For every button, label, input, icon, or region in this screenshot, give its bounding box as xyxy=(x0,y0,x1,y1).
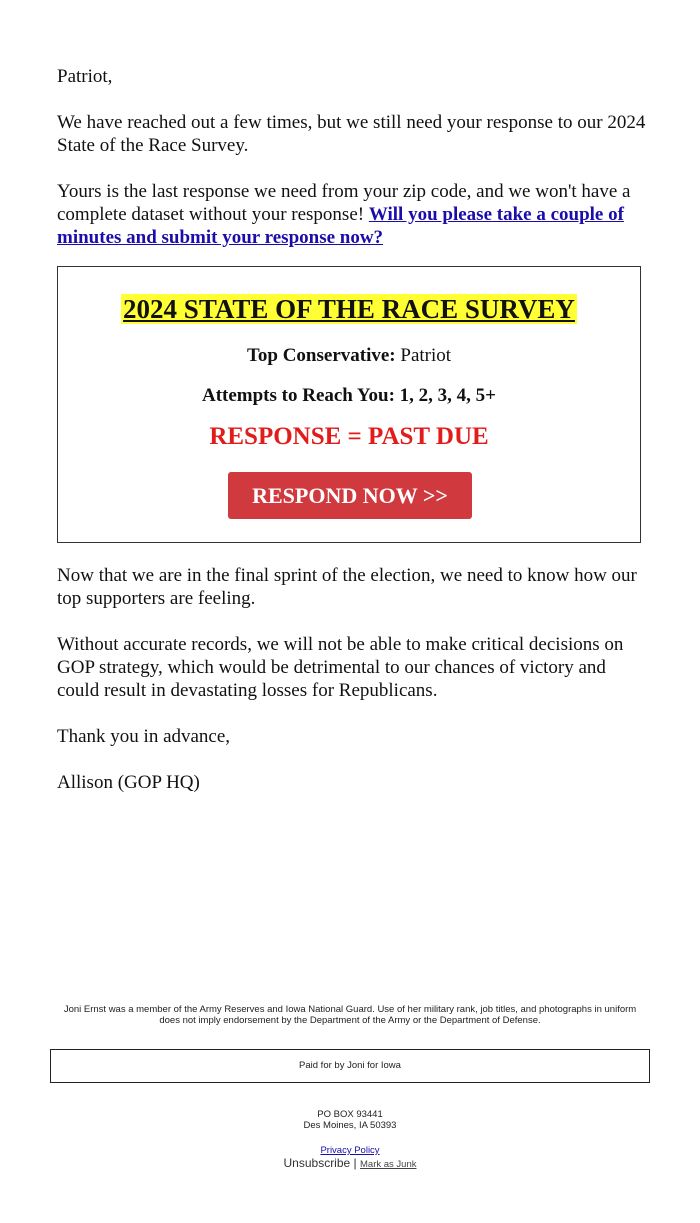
request-text: Yours is the last response we need from your zip code, and we won't have a complete dataset without your response! xyxy=(57,181,631,225)
unsubscribe-link[interactable]: Unsubscribe xyxy=(283,1156,351,1170)
intro-paragraph: We have reached out a few times, but we still need your response to our 2024 State of the Race Survey. xyxy=(57,112,646,156)
respond-now-button[interactable]: RESPOND NOW >> xyxy=(228,472,472,519)
response-status: RESPONSE = PAST DUE xyxy=(209,423,489,450)
address-line-1: PO BOX 93441 xyxy=(317,1109,383,1120)
unsubscribe-row xyxy=(0,1156,700,1172)
records-paragraph: Without accurate records, we will not be able to make critical decisions on GOP strategy, which would be detrimental to our chances of victory and could result in devastating losses for Republicans. xyxy=(57,634,624,701)
survey-card xyxy=(57,266,641,543)
closing-line: Thank you in advance, xyxy=(57,726,231,747)
paid-for-box: Paid for by Joni for Iowa xyxy=(50,1049,650,1083)
survey-title xyxy=(58,292,640,326)
survey-title-text: 2024 STATE OF THE RACE SURVEY xyxy=(123,294,575,324)
top-conservative-label: Top Conservative: xyxy=(246,345,396,366)
attempts-line: Attempts to Reach You: 1, 2, 3, 4, 5+ xyxy=(201,385,497,406)
military-disclaimer: Joni Ernst was a member of the Army Reserves and Iowa National Guard. Use of her military rank, job titles, and photographs in uniform does not imply endorsement by the Department of the Army or the Department of Defense. xyxy=(63,1004,637,1026)
privacy-row xyxy=(0,1145,700,1156)
mark-as-junk-link[interactable]: Mark as Junk xyxy=(360,1159,417,1170)
submit-response-link[interactable]: Will you please take a couple of minutes and submit your response now? xyxy=(57,204,624,248)
privacy-policy-link[interactable]: Privacy Policy xyxy=(320,1145,380,1156)
link-separator: | xyxy=(350,1156,360,1170)
request-paragraph xyxy=(57,180,647,249)
address-line-2: Des Moines, IA 50393 xyxy=(303,1119,397,1131)
top-conservative-value: Patriot xyxy=(395,345,452,366)
mailing-address xyxy=(0,1110,700,1131)
final-sprint-paragraph: Now that we are in the final sprint of the election, we need to know how our top supporters are feeling. xyxy=(57,565,637,609)
top-conservative-line xyxy=(58,344,640,367)
greeting: Patriot, xyxy=(57,66,113,87)
signature: Allison (GOP HQ) xyxy=(57,772,200,793)
